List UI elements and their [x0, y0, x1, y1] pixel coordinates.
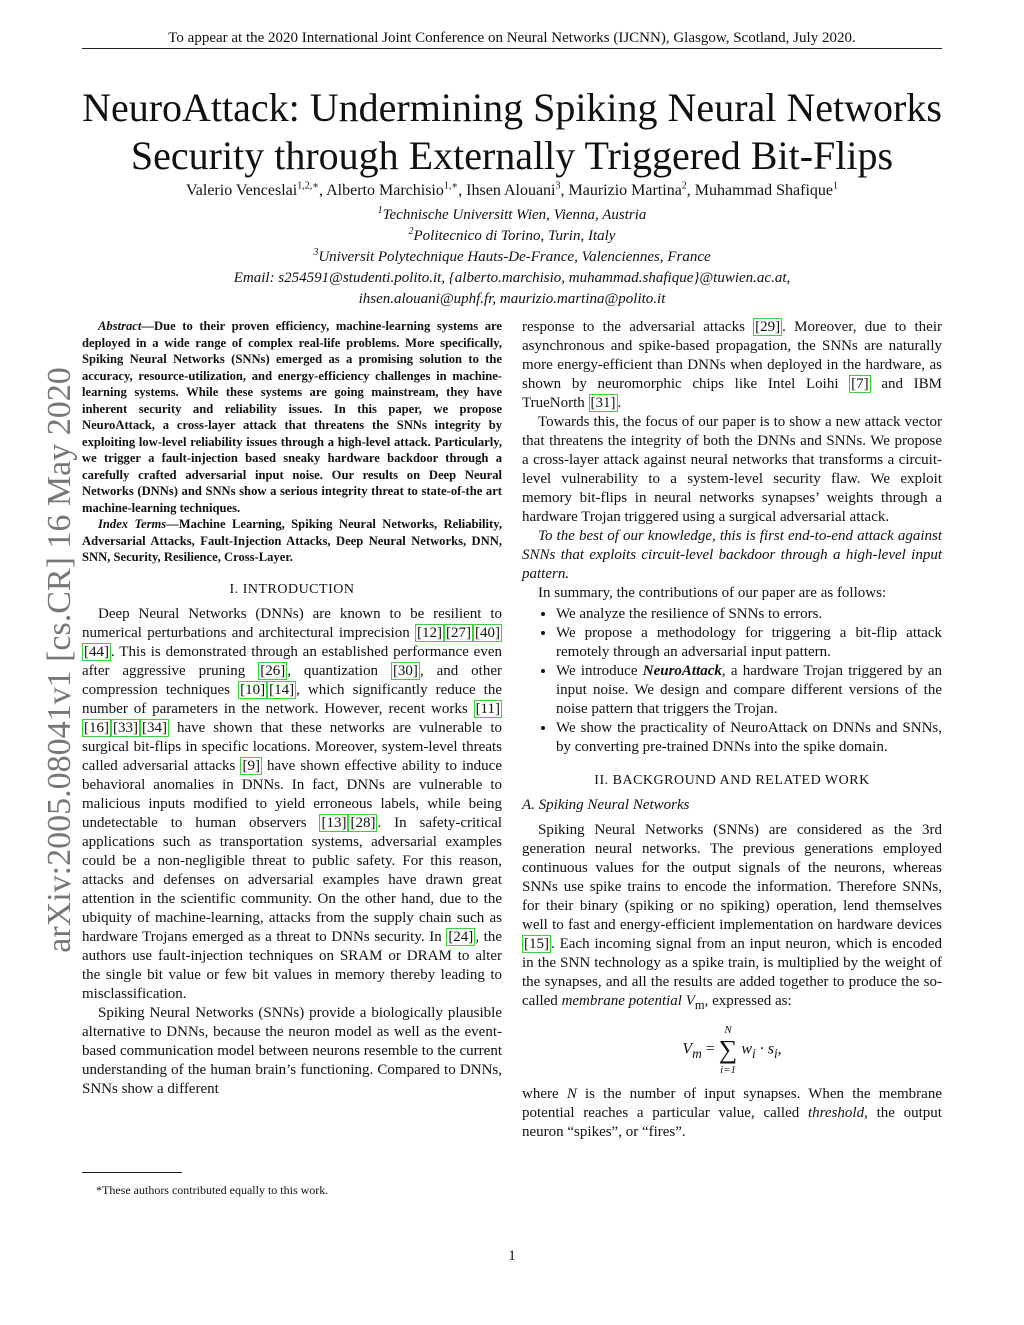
citation-link[interactable]: [26] — [260, 662, 286, 679]
affiliation-2 — [82, 226, 942, 246]
author-sup: 2 — [681, 180, 687, 192]
section-heading-introduction: I. INTRODUCTION — [229, 581, 355, 597]
affil-num: 1 — [377, 205, 383, 216]
citation-link[interactable]: [13] — [321, 814, 347, 831]
citation-link[interactable]: [7] — [851, 376, 869, 392]
title-line-1: NeuroAttack: Undermining Spiking Neural Networks — [82, 85, 942, 130]
affil-text: Politecnico di Torino, Turin, Italy — [413, 228, 616, 244]
paper-title — [82, 84, 942, 180]
right-paragraph-3: To the best of our knowledge, this is first end-to-end attack against SNNs that exploits circuit-level backdoor through a high-level input pattern. — [522, 528, 942, 582]
right-column — [522, 318, 942, 1142]
citation-link[interactable]: [30] — [392, 662, 418, 679]
author-sup: 1 — [833, 180, 838, 192]
right-paragraph-4: In summary, the contributions of our paper are as follows: — [538, 585, 887, 601]
citation-link[interactable]: [12] — [417, 624, 442, 641]
threshold-paragraph: where N is the number of input synapses. When the membrane potential reaches a particular value, called threshold, the output neuron “spikes”, or “fires”. — [522, 1086, 942, 1140]
author-list: Valerio Venceslai$^{1,2,∗}$, Alberto Marchisio$^{1,∗}$, Ihsen Alouani$^3$, Maurizio Martina$^2$, Muhammad Shafique$^1$ — [185, 180, 838, 199]
author-sup: 1,2,∗ — [297, 180, 319, 192]
author: Muhammad Shafique — [694, 182, 833, 199]
citation-link[interactable]: [9] — [242, 757, 260, 774]
section-heading-background: II. BACKGROUND AND RELATED WORK — [594, 773, 870, 788]
conference-header: To appear at the 2020 International Joint Conference on Neural Networks (IJCNN), Glasgow, Scotland, July 2020. — [168, 30, 856, 46]
affil-num: 2 — [408, 226, 414, 237]
author: Valerio Venceslai — [185, 182, 298, 199]
citation-link[interactable]: [10] — [240, 681, 266, 698]
email-line-2: ihsen.alouani@uphf.fr, maurizio.martina@polito.it — [358, 291, 666, 307]
citation-link[interactable]: [14] — [269, 681, 295, 698]
subsection-heading-snn: A. Spiking Neural Networks — [522, 797, 690, 813]
author: Maurizio Martina — [568, 182, 682, 199]
neuroattack-name: NeuroAttack — [642, 663, 722, 679]
citation-link[interactable]: [29] — [755, 319, 781, 335]
list-item: • We propose a methodology for triggering a bit-flip attack remotely through an adversarial input pattern. — [556, 624, 942, 662]
citation-link[interactable]: [27] — [446, 624, 471, 641]
index-terms-text: —Machine Learning, Spiking Neural Networks, Reliability, Adversarial Attacks, Fault-Injection Attacks, Deep Neural Networks, DNN, SNN, Security, Resilience, Cross-Layer. — [82, 517, 502, 564]
list-item: • We introduce NeuroAttack, a hardware Trojan triggered by an input noise. We design and compare different versions of the noise pattern that triggers the Trojan. — [556, 662, 942, 719]
index-terms-label: Index Terms — [98, 517, 167, 531]
footnote-rule — [82, 1172, 182, 1173]
intro-paragraph-1: Deep Neural Networks (DNNs) are known to be resilient to numerical perturbations and architectural imprecision [12] [27] [40][44] . This is demonstrated through an established performance even after aggressive pruning [26] , quantization [30] , and other compression techniques [10] [14] , which significantly reduce the number of parameters in the network. However, recent works [11][16] [33] [34] have shown that these networks are vulnerable to surgical bit-flips in specific locations. Moreover, system-level threats called adversarial attacks [9] have shown effective ability to induce behavioral anomalies in DNNs. In fact, DNNs are vulnerable to malicious inputs modified to yield erroneous labels, while being undetectable to human observers [13] [28] . In safety-critical applications such as transportation systems, adversarial examples could be a non-negligible threat to public safety. For this reason, attacks and defenses on adversarial examples have drawn great attention in the scientific community. On the other hand, due to the ubiquity of machine-learning, attacks from the supply chain such as hardware Trojans emerged as a threat to DNNs security. In [24] , the authors use fault-injection techniques on SRAM or DRAM to alter the single bit value or few bit values in memory thereby leading to misclassification. — [82, 605, 503, 1002]
intro-paragraph-2: Spiking Neural Networks (SNNs) provide a biologically plausible alternative to DNNs, because the neuron model as well as the event-based communication model between neurons resemble to the current understanding of the human brain’s functioning. Compared to DNNs, SNNs show a different — [82, 1004, 502, 1097]
author-sup: 3 — [555, 180, 561, 192]
affil-text: Universit Polytechnique Hauts-De-France, Valenciennes, France — [318, 249, 711, 265]
membrane-potential-equation: $V_m$ = N ∑ i=1 $w_i \cdot s_i$, — [682, 1024, 782, 1076]
page-number: 1 — [508, 1248, 516, 1264]
citation-link[interactable]: [31] — [590, 395, 616, 411]
citation-link[interactable]: [24] — [448, 928, 474, 945]
author-sup: 1,∗ — [443, 180, 459, 192]
email-line-1: Email: s254591@studenti.polito.it, {alberto.marchisio, muhammad.shafique}@tuwien.ac.at, — [233, 270, 791, 286]
list-item: • We show the practicality of NeuroAttack on DNNs and SNNs, by converting pre-trained DNNs into the spike domain. — [556, 719, 942, 757]
abstract-label: Abstract — [98, 319, 142, 333]
summation: N ∑ i=1 — [718, 1024, 738, 1076]
abstract-text: —Due to their proven efficiency, machine-learning systems are deployed in a wide range of complex real-life problems. More specifically, Spiking Neural Networks (SNNs) emerged as a promising solution to the accuracy, resource-utilization, and energy-efficiency challenges in machine-learning systems. While these systems are going mainstream, they have inherent security and reliability issues. In this paper, we propose NeuroAttack, a cross-layer attack that threatens the SNNs integrity by exploiting low-level reliability issues through a high-level attack. Particularly, we trigger a fault-injection based sneaky hardware backdoor through a carefully crafted adversarial input noise. Our results on Deep Neural Networks (DNNs) and SNNs show a serious integrity threat to state-of-the art machine-learning techniques. — [82, 319, 502, 515]
affil-num: 3 — [313, 247, 319, 258]
title-line-2: Security through Externally Triggered Bit-Flips — [130, 133, 894, 178]
right-paragraph-1: response to the adversarial attacks [29] . Moreover, due to their asynchronous and spike-based propagation, the SNNs are naturally more energy-efficient than DNNs when deployed in the hardware, as shown by neuromorphic chips like Intel Loihi [7] and IBM TrueNorth [31] . — [522, 319, 942, 411]
citation-link[interactable]: [33] — [113, 719, 138, 736]
affiliation-1 — [82, 205, 942, 225]
citation-link[interactable]: [15] — [524, 936, 549, 952]
footnote: *These authors contributed equally to this work. — [96, 1183, 329, 1197]
contribution-list — [522, 605, 942, 757]
citation-link[interactable]: [44] — [84, 643, 109, 660]
header-rule — [82, 48, 942, 49]
abstract — [82, 318, 502, 516]
left-column — [82, 318, 502, 1099]
author: Alberto Marchisio — [326, 182, 444, 199]
index-terms — [82, 516, 502, 566]
affil-text: Technische Universitt Wien, Vienna, Austria — [382, 207, 647, 223]
arxiv-stamp: arXiv:2005.08041v1 [cs.CR] 16 May 2020 — [41, 367, 78, 953]
citation-link[interactable]: [40] — [475, 624, 500, 641]
citation-link[interactable]: [11] — [475, 700, 500, 717]
snn-paragraph: Spiking Neural Networks (SNNs) are considered as the 3rd generation neural networks. The previous generations employed continuous values for the output signals of the neurons, whereas SNNs use spike trains to encode the information. Therefore SNNs, for their binary (spiking or no spiking) operation, lend themselves well to fast and energy-efficient implementation on hardware devices [15] . Each incoming signal from an input neuron, which is encoded in the SNN technology as a spike train, is multiplied by the weight of the synapses, and all the results are added together to produce the so-called membrane potential $V_m$, expressed as: — [522, 822, 942, 1012]
author: Ihsen Alouani — [466, 182, 556, 199]
right-paragraph-2: Towards this, the focus of our paper is to show a new attack vector that threatens the integrity of both the DNNs and SNNs. We propose a cross-layer attack against neural networks that transforms a circuit-level vulnerability to a system-level security flaw. We exploit memory bit-flips in neural networks synapses’ weights through a hardware Trojan triggered using a surgical adversarial attack. — [522, 414, 942, 525]
citation-link[interactable]: [28] — [350, 814, 376, 831]
citation-link[interactable]: [16] — [84, 719, 109, 736]
citation-link[interactable]: [34] — [142, 719, 167, 736]
affiliation-3 — [82, 247, 942, 267]
list-item: • We analyze the resilience of SNNs to errors. — [556, 605, 942, 624]
